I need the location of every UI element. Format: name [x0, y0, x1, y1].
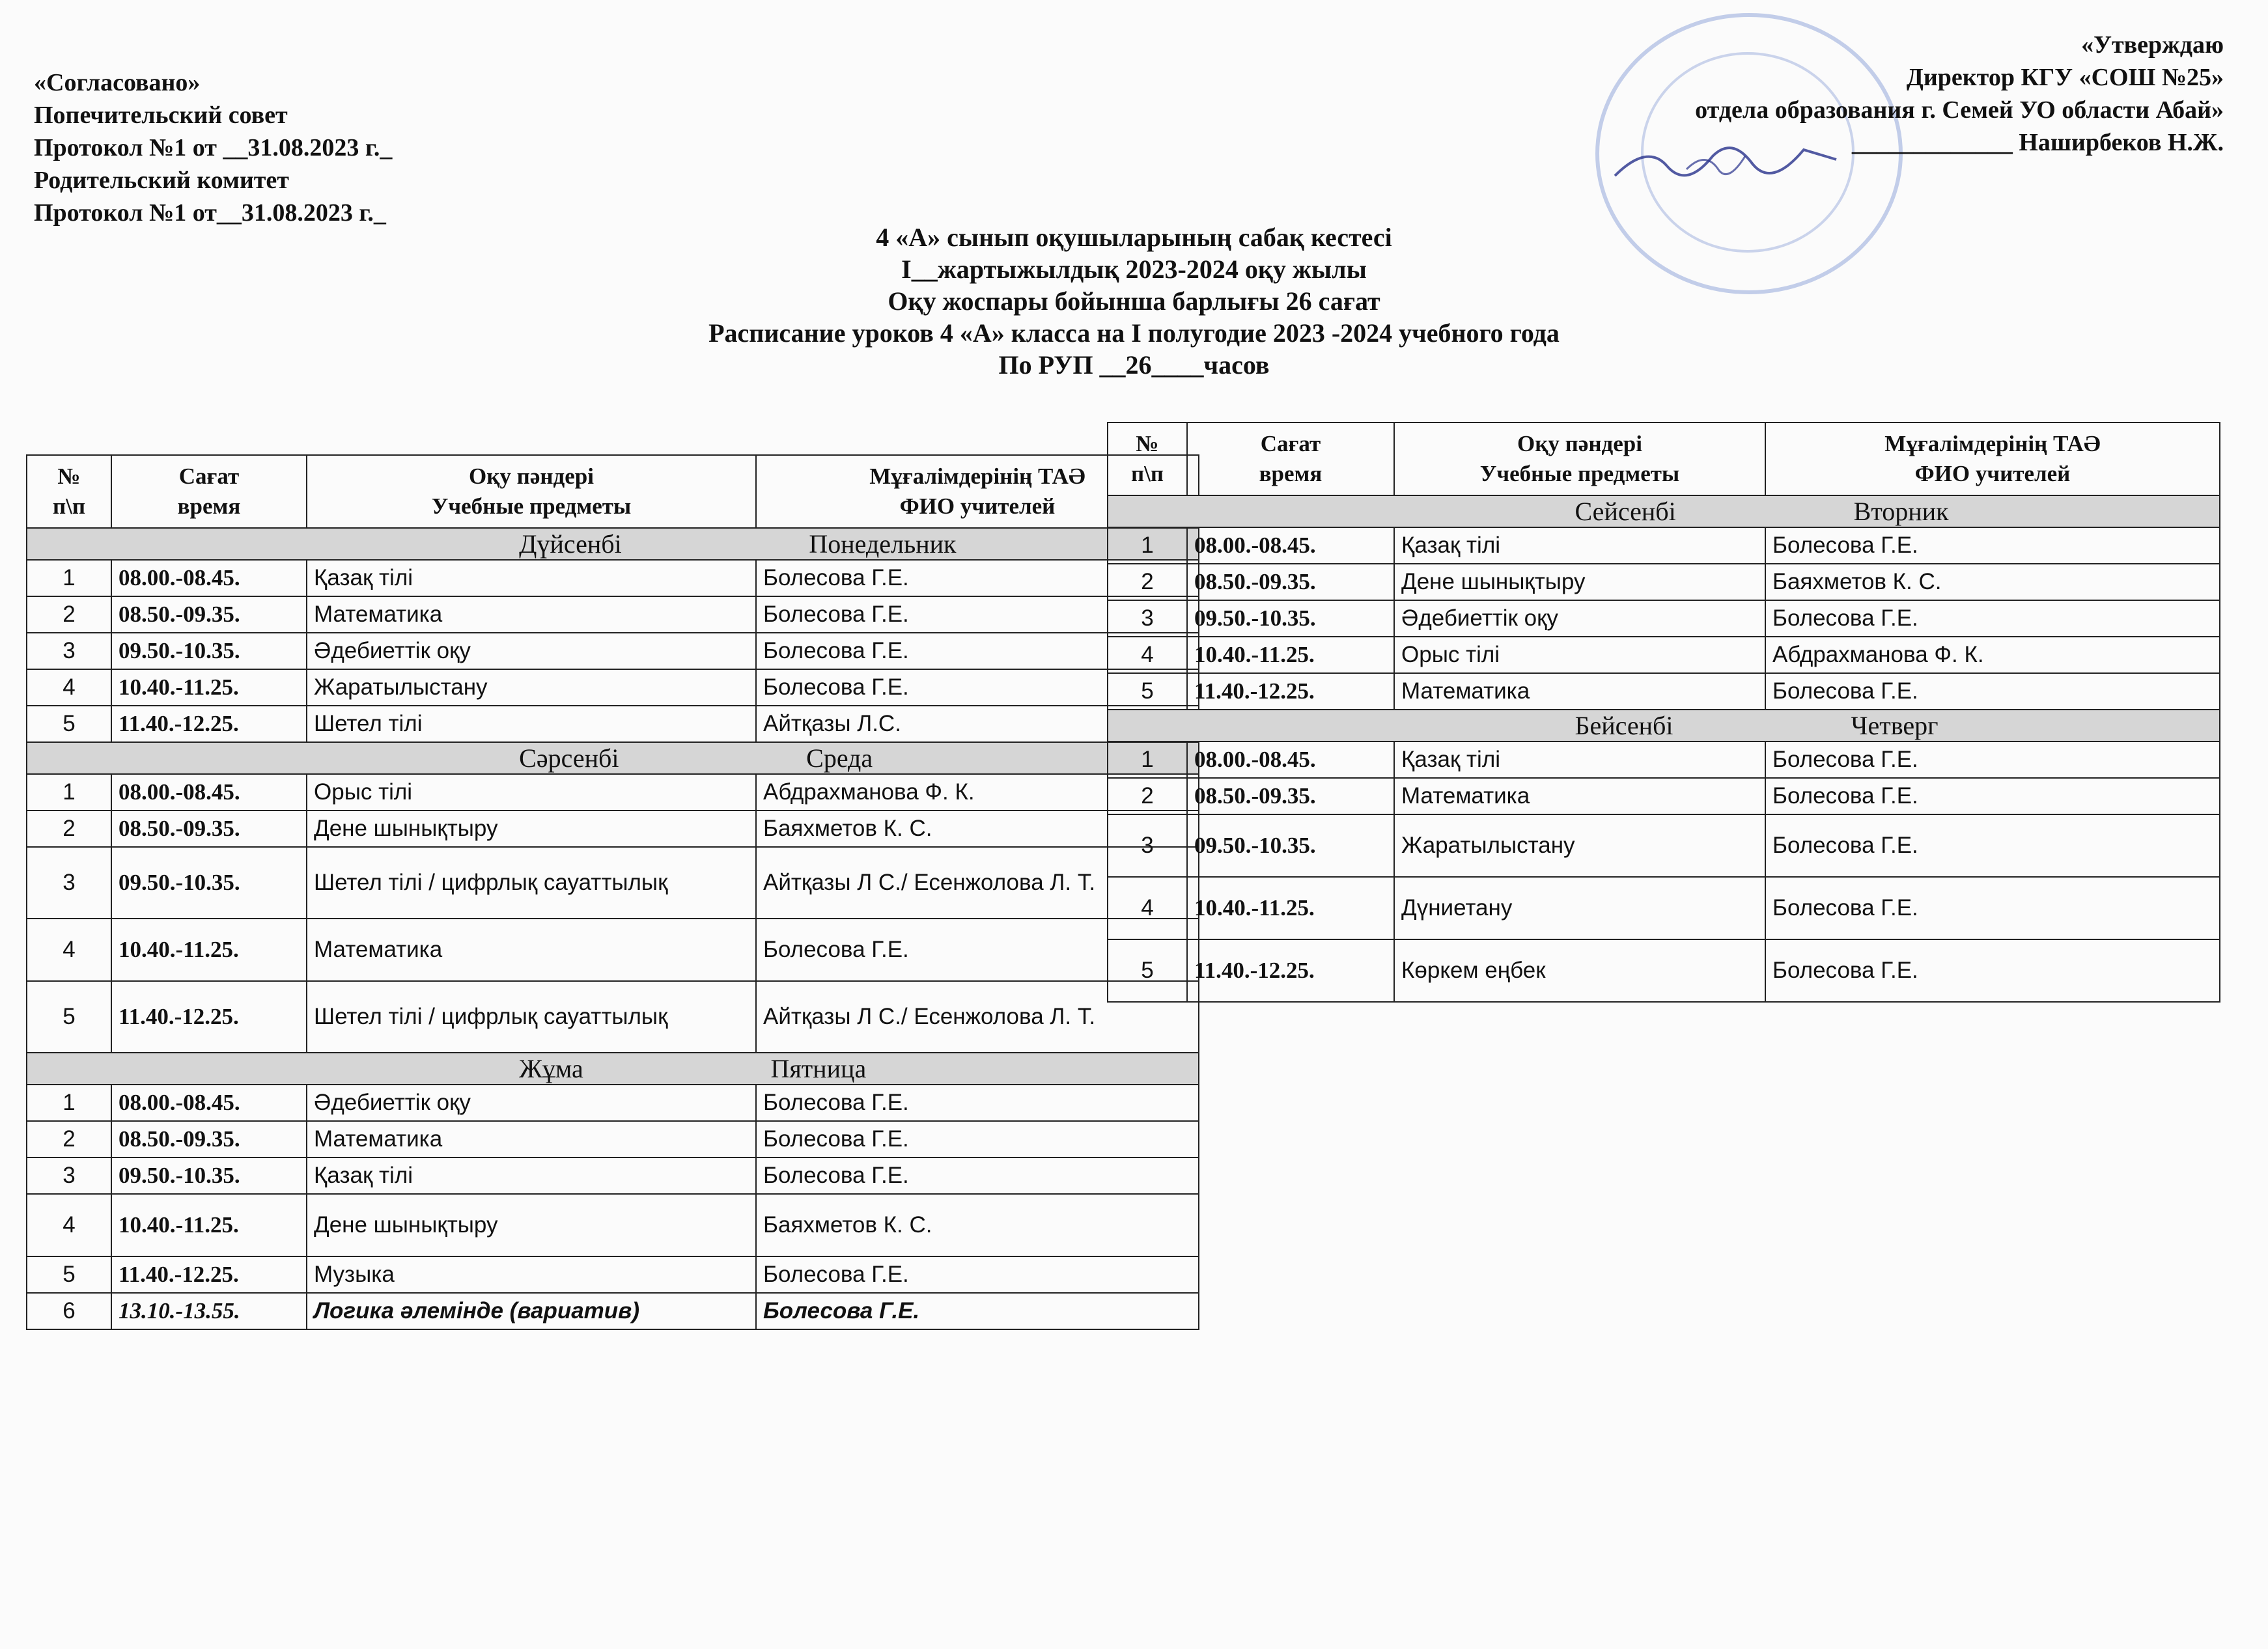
lesson-number: 5 — [27, 981, 111, 1053]
day-name-ru: Пятница — [770, 1054, 867, 1083]
lesson-time: 08.00.-08.45. — [1187, 527, 1394, 564]
approved-line: Попечительский совет — [34, 102, 288, 129]
col-header-time: Сағат время — [111, 455, 307, 528]
lesson-teacher: Баяхметов К. С. — [1765, 564, 2220, 600]
lesson-subject: Дене шынықтыру — [307, 1194, 756, 1256]
col-header-subject: Оқу пәндері Учебные предметы — [1394, 423, 1765, 495]
lesson-subject: Әдебиеттік оқу — [307, 1085, 756, 1121]
confirm-line: _____________ Наширбеков Н.Ж. — [1851, 129, 2224, 156]
day-header-row — [1108, 710, 2220, 741]
lesson-row — [27, 811, 1199, 847]
lesson-number: 4 — [1108, 877, 1187, 939]
lesson-time: 08.50.-09.35. — [111, 811, 307, 847]
confirm-block — [1695, 29, 2224, 159]
col-header-teacher: Мұғалімдерінің ТАӘ ФИО учителей — [1765, 423, 2220, 495]
lesson-time: 09.50.-10.35. — [111, 633, 307, 669]
approved-line: Родительский комитет — [34, 167, 289, 194]
lesson-row — [1108, 877, 2220, 939]
lesson-number: 6 — [27, 1293, 111, 1329]
lesson-row — [27, 774, 1199, 811]
lesson-teacher: Болесова Г.Е. — [1765, 778, 2220, 814]
day-header-row — [27, 528, 1199, 560]
lesson-number: 4 — [27, 669, 111, 706]
lesson-subject: Математика — [307, 596, 756, 633]
lesson-subject: Орыс тілі — [1394, 637, 1765, 673]
lesson-row — [27, 633, 1199, 669]
lesson-number: 4 — [27, 1194, 111, 1256]
lesson-subject: Әдебиеттік оқу — [307, 633, 756, 669]
lesson-row — [1108, 673, 2220, 710]
lesson-row — [27, 596, 1199, 633]
confirm-line: отдела образования г. Семей УО области Абай» — [1695, 96, 2224, 124]
lesson-number: 1 — [1108, 741, 1187, 778]
lesson-teacher: Болесова Г.Е. — [756, 560, 1199, 596]
day-name-kz: Бейсенбі — [1575, 711, 1673, 740]
lesson-subject: Математика — [1394, 778, 1765, 814]
lesson-teacher: Болесова Г.Е. — [756, 1293, 1199, 1329]
lesson-teacher: Болесова Г.Е. — [756, 633, 1199, 669]
col-header-teacher: Мұғалімдерінің ТАӘ ФИО учителей — [756, 455, 1199, 528]
lesson-teacher: Баяхметов К. С. — [756, 811, 1199, 847]
lesson-row — [1108, 527, 2220, 564]
lesson-time: 08.50.-09.35. — [1187, 778, 1394, 814]
lesson-number: 5 — [27, 706, 111, 742]
lesson-row — [27, 669, 1199, 706]
lesson-number: 3 — [27, 1157, 111, 1194]
lesson-subject: Математика — [1394, 673, 1765, 710]
lesson-subject: Логика әлемінде (вариатив) — [307, 1293, 756, 1329]
lesson-teacher: Болесова Г.Е. — [756, 669, 1199, 706]
lesson-teacher: Айтқазы Л.С. — [756, 706, 1199, 742]
day-header-row — [27, 742, 1199, 774]
lesson-time: 10.40.-11.25. — [111, 919, 307, 981]
lesson-teacher: Болесова Г.Е. — [756, 1157, 1199, 1194]
lesson-time: 11.40.-12.25. — [1187, 673, 1394, 710]
lesson-number: 4 — [1108, 637, 1187, 673]
lesson-row — [27, 1293, 1199, 1329]
title-line: Расписание уроков 4 «А» класса на I полугодие 2023 -2024 учебного года — [708, 318, 1560, 348]
lesson-teacher: Баяхметов К. С. — [756, 1194, 1199, 1256]
col-header-num: № п\п — [27, 455, 111, 528]
lesson-number: 1 — [1108, 527, 1187, 564]
lesson-teacher: Болесова Г.Е. — [756, 919, 1199, 981]
lesson-row — [1108, 600, 2220, 637]
lesson-teacher: Болесова Г.Е. — [756, 1256, 1199, 1293]
lesson-teacher: Болесова Г.Е. — [1765, 600, 2220, 637]
lesson-time: 10.40.-11.25. — [1187, 877, 1394, 939]
lesson-number: 4 — [27, 919, 111, 981]
lesson-row — [27, 560, 1199, 596]
lesson-number: 2 — [27, 811, 111, 847]
lesson-subject: Математика — [307, 919, 756, 981]
lesson-time: 08.00.-08.45. — [111, 560, 307, 596]
day-name-ru: Понедельник — [809, 529, 957, 559]
title-line: 4 «А» сынып оқушыларының сабақ кестесі — [876, 223, 1392, 252]
lesson-time: 09.50.-10.35. — [111, 847, 307, 919]
lesson-time: 08.00.-08.45. — [111, 1085, 307, 1121]
day-name-ru: Четверг — [1851, 711, 1939, 740]
right-schedule-table — [1107, 422, 2220, 1003]
lesson-teacher: Болесова Г.Е. — [1765, 673, 2220, 710]
lesson-subject: Орыс тілі — [307, 774, 756, 811]
confirm-line: «Утверждаю — [2081, 31, 2224, 59]
lesson-number: 1 — [27, 560, 111, 596]
col-header-time: Сағат время — [1187, 423, 1394, 495]
lesson-row — [1108, 637, 2220, 673]
lesson-row — [27, 1157, 1199, 1194]
lesson-subject: Қазақ тілі — [1394, 527, 1765, 564]
lesson-subject: Музыка — [307, 1256, 756, 1293]
lesson-row — [27, 1085, 1199, 1121]
approved-line: «Согласовано» — [34, 69, 201, 96]
lesson-row — [1108, 814, 2220, 877]
lesson-subject: Қазақ тілі — [307, 560, 756, 596]
lesson-subject: Дене шынықтыру — [307, 811, 756, 847]
day-name-ru: Вторник — [1853, 497, 1949, 526]
lesson-row — [27, 919, 1199, 981]
confirm-line: Директор КГУ «СОШ №25» — [1906, 64, 2224, 91]
lesson-teacher: Абдрахманова Ф. К. — [1765, 637, 2220, 673]
lesson-number: 2 — [1108, 778, 1187, 814]
lesson-time: 08.00.-08.45. — [1187, 741, 1394, 778]
lesson-number: 5 — [27, 1256, 111, 1293]
title-line: Оқу жоспары бойынша барлығы 26 сағат — [888, 286, 1380, 316]
lesson-teacher: Болесова Г.Е. — [1765, 877, 2220, 939]
lesson-teacher: Абдрахманова Ф. К. — [756, 774, 1199, 811]
lesson-row — [1108, 741, 2220, 778]
left-schedule-table — [26, 454, 1199, 1330]
day-name-kz: Сәрсенбі — [519, 743, 619, 773]
lesson-time: 09.50.-10.35. — [111, 1157, 307, 1194]
lesson-time: 10.40.-11.25. — [1187, 637, 1394, 673]
day-name-kz: Дүйсенбі — [519, 529, 622, 559]
title-line: I__жартыжылдық 2023-2024 оқу жылы — [901, 255, 1367, 284]
lesson-time: 09.50.-10.35. — [1187, 600, 1394, 637]
lesson-time: 11.40.-12.25. — [1187, 939, 1394, 1002]
lesson-subject: Қазақ тілі — [307, 1157, 756, 1194]
lesson-row — [27, 981, 1199, 1053]
lesson-time: 11.40.-12.25. — [111, 1256, 307, 1293]
lesson-subject: Жаратылыстану — [307, 669, 756, 706]
lesson-teacher: Айтқазы Л С./ Есенжолова Л. Т. — [756, 981, 1199, 1053]
lesson-number: 1 — [27, 774, 111, 811]
lesson-row — [27, 706, 1199, 742]
lesson-number: 2 — [27, 1121, 111, 1157]
lesson-subject: Математика — [307, 1121, 756, 1157]
lesson-row — [27, 1121, 1199, 1157]
lesson-time: 10.40.-11.25. — [111, 1194, 307, 1256]
lesson-row — [1108, 564, 2220, 600]
lesson-number: 3 — [1108, 600, 1187, 637]
lesson-subject: Көркем еңбек — [1394, 939, 1765, 1002]
lesson-time: 08.50.-09.35. — [111, 1121, 307, 1157]
lesson-subject: Дене шынықтыру — [1394, 564, 1765, 600]
lesson-row — [27, 1194, 1199, 1256]
lesson-time: 08.50.-09.35. — [111, 596, 307, 633]
day-name-ru: Среда — [806, 743, 873, 773]
approved-line: Протокол №1 от__31.08.2023 г._ — [34, 199, 386, 227]
day-name-kz: Жұма — [519, 1054, 583, 1083]
document-title — [0, 221, 2268, 381]
lesson-time: 13.10.-13.55. — [111, 1293, 307, 1329]
lesson-time: 08.00.-08.45. — [111, 774, 307, 811]
lesson-number: 2 — [27, 596, 111, 633]
approved-line: Протокол №1 от __31.08.2023 г._ — [34, 134, 393, 161]
lesson-subject: Шетел тілі / цифрлық сауаттылық — [307, 981, 756, 1053]
lesson-number: 5 — [1108, 939, 1187, 1002]
lesson-teacher: Болесова Г.Е. — [756, 596, 1199, 633]
lesson-number: 1 — [27, 1085, 111, 1121]
lesson-subject: Жаратылыстану — [1394, 814, 1765, 877]
col-header-num: № п\п — [1108, 423, 1187, 495]
lesson-row — [27, 1256, 1199, 1293]
lesson-teacher: Болесова Г.Е. — [1765, 741, 2220, 778]
lesson-row — [1108, 778, 2220, 814]
lesson-subject: Шетел тілі — [307, 706, 756, 742]
day-name-kz: Сейсенбі — [1575, 497, 1676, 526]
lesson-teacher: Болесова Г.Е. — [1765, 527, 2220, 564]
title-line: По РУП __26____часов — [998, 350, 1270, 380]
lesson-teacher: Болесова Г.Е. — [756, 1121, 1199, 1157]
lesson-time: 08.50.-09.35. — [1187, 564, 1394, 600]
lesson-subject: Қазақ тілі — [1394, 741, 1765, 778]
lesson-number: 5 — [1108, 673, 1187, 710]
approved-block — [34, 66, 392, 229]
lesson-teacher: Болесова Г.Е. — [1765, 939, 2220, 1002]
lesson-teacher: Айтқазы Л С./ Есенжолова Л. Т. — [756, 847, 1199, 919]
lesson-subject: Шетел тілі / цифрлық сауаттылық — [307, 847, 756, 919]
lesson-number: 3 — [27, 633, 111, 669]
lesson-time: 11.40.-12.25. — [111, 981, 307, 1053]
lesson-row — [27, 847, 1199, 919]
lesson-subject: Әдебиеттік оқу — [1394, 600, 1765, 637]
lesson-time: 11.40.-12.25. — [111, 706, 307, 742]
lesson-subject: Дүниетану — [1394, 877, 1765, 939]
lesson-row — [1108, 939, 2220, 1002]
lesson-teacher: Болесова Г.Е. — [756, 1085, 1199, 1121]
col-header-subject: Оқу пәндері Учебные предметы — [307, 455, 756, 528]
lesson-time: 10.40.-11.25. — [111, 669, 307, 706]
day-header-row — [27, 1053, 1199, 1085]
lesson-number: 2 — [1108, 564, 1187, 600]
lesson-number: 3 — [1108, 814, 1187, 877]
lesson-time: 09.50.-10.35. — [1187, 814, 1394, 877]
lesson-number: 3 — [27, 847, 111, 919]
lesson-teacher: Болесова Г.Е. — [1765, 814, 2220, 877]
day-header-row — [1108, 495, 2220, 527]
